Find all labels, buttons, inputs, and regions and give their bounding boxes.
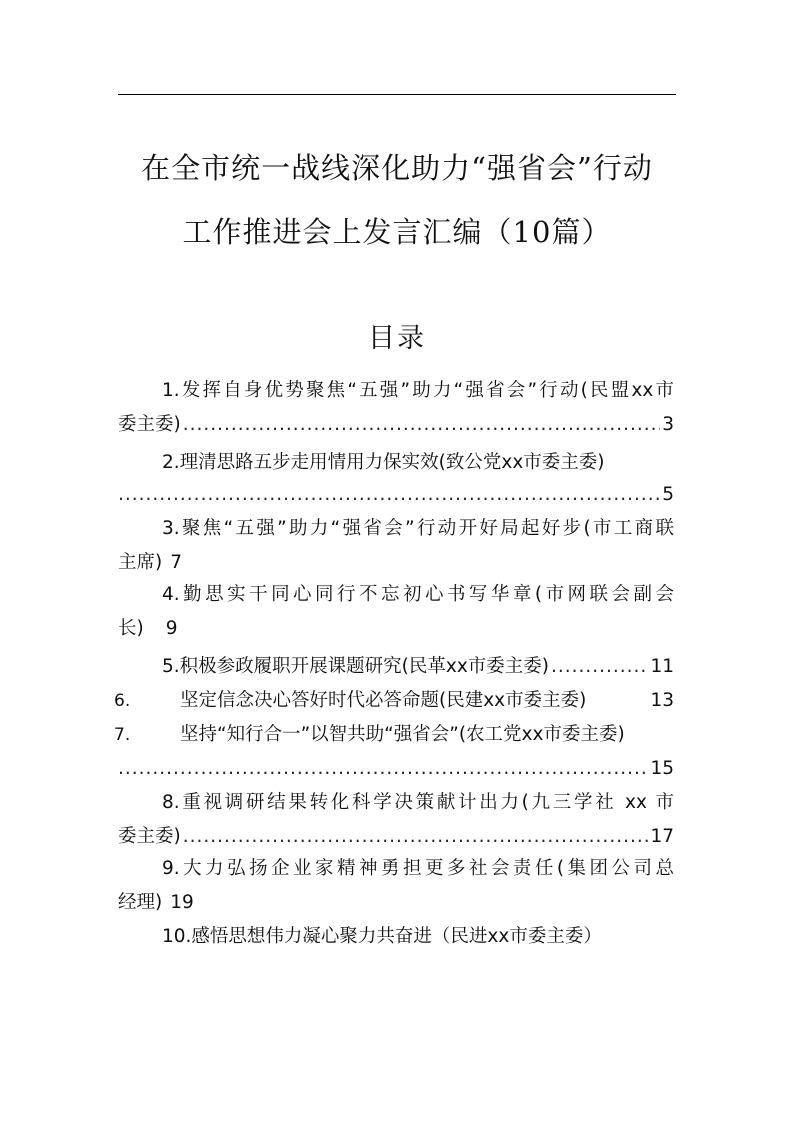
toc-entry-label: 1.发挥自身优势聚焦“五强”助力“强省会”行动(民盟xx市 xyxy=(162,380,674,401)
toc-page-number: 3 xyxy=(662,414,674,435)
toc-entry-label: 经理) xyxy=(118,892,163,913)
toc-entry-9-line-2[interactable] xyxy=(118,888,674,918)
toc-entry-label: 委主委) xyxy=(118,414,181,435)
toc-leader-dots xyxy=(183,822,649,852)
toc-entry-7-line-1[interactable] xyxy=(180,720,674,750)
toc-page-number: 15 xyxy=(650,758,674,779)
toc-entry-8-line-1[interactable] xyxy=(162,788,674,818)
toc-entry-label: 主席) xyxy=(118,552,163,573)
toc-entry-4-line-2[interactable] xyxy=(118,614,674,644)
toc-entry-label: 坚定信念决心答好时代必答命题(民建xx市委主委) xyxy=(180,690,587,711)
document-title-line-2: 工作推进会上发言汇编（10篇） xyxy=(182,215,612,249)
toc-entry-label: 9.大力弘扬企业家精神勇担更多社会责任(集团公司总 xyxy=(162,858,674,879)
toc-entry-1-line-2[interactable] xyxy=(118,410,674,440)
toc-entry-7-line-2[interactable] xyxy=(118,754,674,784)
toc-page-number: 5 xyxy=(662,484,674,505)
toc-entry-9-line-1[interactable] xyxy=(162,854,674,884)
toc-page-number: 17 xyxy=(650,826,674,847)
toc-entry-label: 3.聚焦“五强”助力“强省会”行动开好局起好步(市工商联 xyxy=(162,518,674,539)
toc-page-number: 13 xyxy=(650,690,674,711)
toc-leader-dots xyxy=(183,410,661,440)
toc-entry-label: 4.勤思实干同心同行不忘初心书写华章(市网联会副会 xyxy=(162,584,674,605)
toc-entry-6-number: 6. xyxy=(114,691,131,711)
toc-leader-dots xyxy=(551,652,648,682)
toc-leader-dots xyxy=(118,480,660,510)
toc-page-number: 9 xyxy=(165,618,178,639)
toc-entry-7-number: 7. xyxy=(114,725,131,745)
toc-leader-dots xyxy=(118,754,648,784)
toc-entry-1-line-1[interactable] xyxy=(162,376,674,406)
toc-entry-4-line-1[interactable] xyxy=(162,580,674,610)
top-rule xyxy=(118,94,676,95)
toc-entry-label: 5.积极参政履职开展课题研究(民革xx市委主委) xyxy=(162,656,549,677)
toc-entry-label: 8.重视调研结果转化科学决策献计出力(九三学社 xx 市 xyxy=(162,792,674,813)
toc-entry-label: 长) xyxy=(118,618,144,639)
toc-entry-3-line-1[interactable] xyxy=(162,514,674,544)
toc-entry-2-line-1[interactable] xyxy=(162,448,674,478)
toc-page-number: 7 xyxy=(170,552,182,573)
toc-entry-label: 2.理清思路五步走用情用力保实效(致公党xx市委主委) xyxy=(162,452,605,473)
toc-entry-6[interactable] xyxy=(180,686,674,716)
toc-entry-5[interactable] xyxy=(162,652,674,682)
toc-entry-3-line-2[interactable] xyxy=(118,548,674,578)
toc-heading: 目录 xyxy=(368,323,426,354)
toc-entry-2-line-2[interactable] xyxy=(118,480,674,510)
toc-entry-8-line-2[interactable] xyxy=(118,822,674,852)
document-title-line-1: 在全市统一战线深化助力“强省会”行动 xyxy=(141,151,653,185)
toc-entry-label: 委主委) xyxy=(118,826,181,847)
toc-page-number: 11 xyxy=(650,656,674,677)
toc-entry-label: 10.感悟思想伟力凝心聚力共奋进（民进xx市委主委） xyxy=(162,926,602,947)
toc-entry-label: 坚持“知行合一”以智共助“强省会”(农工党xx市委主委) xyxy=(180,724,625,745)
toc-page-number: 19 xyxy=(170,892,194,913)
toc-entry-10[interactable] xyxy=(162,922,674,952)
